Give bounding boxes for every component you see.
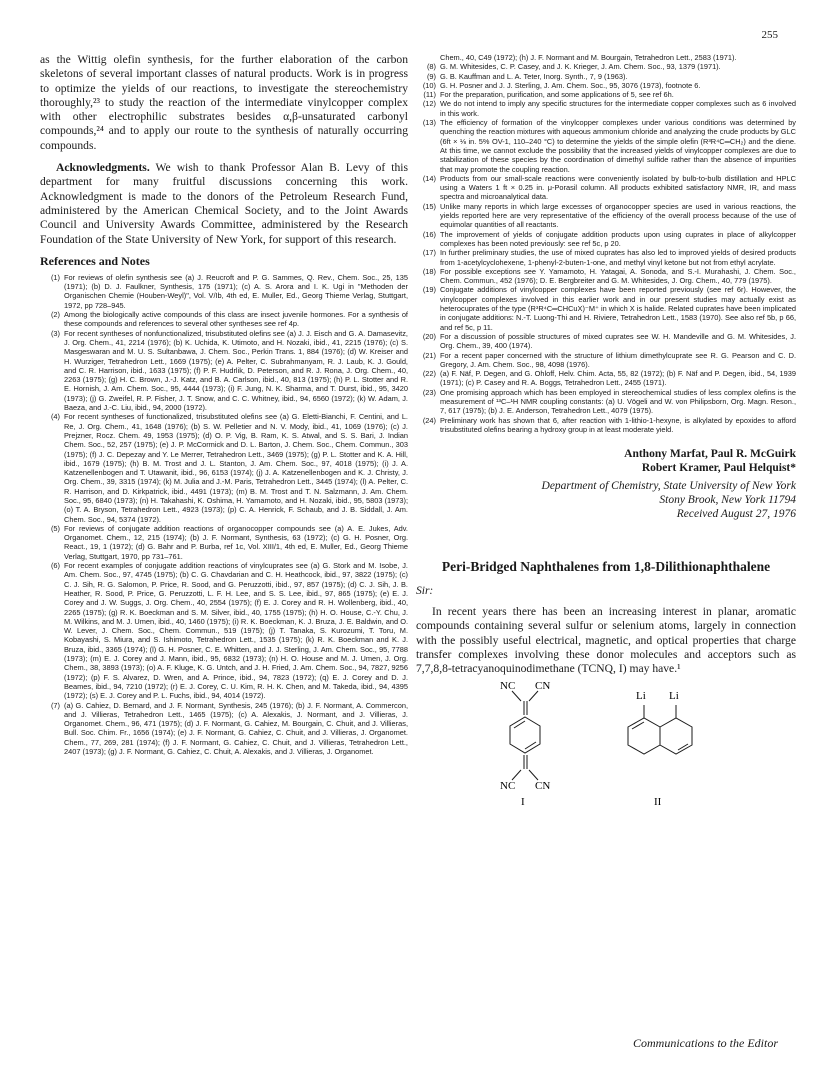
reference-item [416,99,796,118]
body-text [40,53,408,247]
reference-item [416,388,796,416]
reference-item [40,412,408,524]
reference-text: (a) F. Näf, P. Degen, and G. Ohloff, Helv. Chim. Acta, 55, 82 (1972); (b) F. Näf and P. Degen, ibid., 54, 1939 (1971); (c) P. Casey and R. A. Boggs, Tetrahedron Lett., 2455 (1971). [440,369,796,388]
reference-item [416,230,796,249]
article-title: Peri-Bridged Naphthalenes from 1,8-Dilithionaphthalene [441,559,771,575]
reference-text: For recent syntheses of functionalized, trisubstituted olefins see (a) G. Eletti-Bianchi, F. Centini, and L. Re, J. Org. Chem., 41, 1648 (1976); (b) S. W. Pelletier and N. V. Mody, ibid., 41, 1069 (1976); (c) J. Prejzner, Rocz. Chem. 49, 1953 (1975); (d) O. P. Vig, B. Ram, K. S. Atwal, and S. S. Bari, J. Indian Chem. Soc., 52, 257 (1975); (e) J. P. McCormick and D. L. Barton, J. Chem. Soc., Chem. Commun., 303 (1975); (f) J. C. Depezay and Y. Le Merrer, Tetrahedron Lett., 3469 (1975); (g) P. L. Stotter and K. A. Hill, ibid., 1679 (1975); (h) B. M. Trost and J. L. Stanton, J. Am. Chem. Soc., 97, 4018 (1975); (i) J. A. Katzenellenbogen and T. Utawanit, ibid., 96, 6153 (1974); (j) J. A. Katzenellenbogen and K. J. Christy, J. Org. Chem., 39, 3315 (1974); (k) M. Julia and J.-M. Paris, Tetrahedron Lett., 3445 (1974); (l) A. Pelter, C. R. Harrison, and D. Kirkpatrick, ibid., 4491 (1973); (m) B. M. Trost and T. N. Salzmann, J. Am. Chem. Soc., 95, 6840 (1973); (n) H. Takahashi, K. Oshima, H. Yamamoto, and H. Nozaki, ibid., 95, 5803 (1973); (o) T. A. Bryson, Tetrahedron Lett., 4923 (1973); (p) C. A. Henrick, F. Schaub, and J. B. Siddall, J. Am. Chem. Soc., 94, 5374 (1972). [64,412,408,524]
reference-text: For a recent paper concerned with the structure of lithium dimethylcuprate see R. G. Pearson and C. D. Gregory, J. Am. Chem. Soc., 98, 4098 (1976). [440,350,796,369]
reference-text: For the preparation, purification, and some applications of 5, see ref 6h. [440,90,674,100]
author-line: Robert Kramer, Paul Helquist* [641,461,796,474]
reference-number: (18) [422,266,436,276]
reference-list [416,53,796,434]
reference-number: (10) [422,80,436,90]
ack-text: We wish to thank Professor Alan B. Levy of this department for many fruitful discussions concerning this work. Acknowledgment is made to the donors of the Petroleum Research Fund, administered by the American Chemical Society, and to the Joint Awards Council and University Awards Committee, administered by the Research Foundation of the State University of New York, for support of this research. [40,161,408,246]
acknowledgments [40,161,408,247]
reference-text: We do not intend to imply any specific structures for the intermediate copper complexes such as 6 involved in this work. [440,99,796,118]
page-number: 255 [761,29,778,41]
reference-item [40,329,408,413]
chemical-structures [416,677,796,807]
reference-text: For possible exceptions see Y. Yamamoto, H. Yatagai, A. Sonoda, and S.-I. Murahashi, J. Chem. Soc., Chem. Commun., 452 (1976); D. E. Bergbreiter and G. M. Whitesides, J. Org. Chem., 40, 779 (1975). [440,266,796,286]
reference-text: One promising approach which has been employed in stereochemical studies of less complex olefins is the measurement of ¹³C–¹H NMR coupling constants: (a) U. Vögeli and W. von Philipsborn, Org. Magn. Reson., 7, 617 (1975); (b) J. E. Anderson, Tetrahedron Lett., 4079 (1975). [440,387,796,416]
reference-text: For recent syntheses of nonfunctionalized, trisubstituted olefins see (a) J. J. Eisch and G. A. Damasevitz, J. Org. Chem., 41, 2214 (1976); (b) K. Uchida, K. Utimoto, and H. Nozaki, ibid., 41, 2215 (1976); (c) S. Masgeswaran and M. U. S. Sultanbawa, J. Chem. Soc., Perkin Trans. 1, 884 (1976); (d) W. Kreiser and H. Wurziger, Tetrahedron Lett., 1669 (1975); (e) A. Pelter, C. Subrahmanyam, R. J. Laub, K. J. Gould, and C. R. Harrison, ibid., 1633 (1975); (f) P. F. Hudrlik, D. Peterson, and R. J. Rona, J. Org. Chem., 40, 2263 (1975); (g) H. C. Brown, J.-J. Katz, and B. A. Carlson, ibid., 40, 813 (1975); (h) P. L. Stotter and R. E. Hornish, J. Am. Chem. Soc., 95, 4444 (1973); (i) F. Jung, N. K. Sharma, and T. Durst, ibid., 95, 3420 (1973); (j) G. Zweifel, R. P. Fisher, J. T. Snow, and C. C. Whitney, ibid., 94, 6560 (1972); (k) W. Adam, J. Baeza, and J.-C. Liu, ibid., 94, 2000 (1972). [64,328,408,413]
reference-list [40,273,408,756]
reference-text: For reviews of olefin synthesis see (a) J. Reucroft and P. G. Sammes, Q. Rev., Chem. Soc., 25, 135 (1971); (b) D. J. Faulkner, Synthesis, 175 (1971); (c) A. S. Arora and I. K. Ugi in "Methoden der Organischen Chemie (Houben-Weyl)", Vol. V/Ib, 4th ed, E. Muller, Ed., Georg Thieme Verlag, Stuttgart, 1972, pp 728–945. [64,272,408,310]
reference-item [416,202,796,230]
structure-label: I [521,795,525,807]
reference-text: The efficiency of formation of the vinylcopper complexes under various conditions was determined by quenching the reaction mixtures with aqueous ammonium chloride and analyzing the crude products by GLC (6ft × ⅛ in. 5% OV-1, 110–240 °C) to determine the yields of the simple olefin (R³R⁴C═CH₂) and the diene. At this time, we cannot exclude the possibility that the increased yields of vinylcopper complexes are due to stabilization of these species by the coordination of dimethyl sulfide rather than the absence of impurities that may promote the coupling reaction. [440,118,796,174]
reference-number: (22) [422,369,436,379]
reference-text: In further preliminary studies, the use of mixed cuprates has also led to improved yields of desired products from 1-acetylcyclohexene, 1-phenyl-2-buten-1-one, and methyl vinyl ketone but not from ethyl acrylate. [440,248,796,267]
ack-heading: Acknowledgments. [56,161,150,175]
reference-number: (7) [50,700,60,710]
reference-number: (15) [422,201,436,211]
reference-item [40,273,408,310]
authors [416,448,796,475]
reference-text: For recent examples of conjugate addition reactions of vinylcuprates see (a) G. Stork and M. Isobe, J. Am. Chem. Soc., 97, 4745 (1975); (b) C. G. Chavdarian and C. H. Heathcock, ibid., 97, 3822 (1975); (c) C. J. Sih, R. G. Salomon, P. Price, R. Sood, and G. Peruzzotti, ibid., 97, 857 (1975); (d) C. J. Sih, J. B. Heather, R. Sood, P. Price, G. Peruzzotti, L. F. H. Lee, and S. S. Lee, ibid., 97, 865 (1975); (e) E. J. Corey and J. W. Suggs, J. Org. Chem., 40, 2554 (1975); (f) E. J. Corey and R. H. Wollenberg, ibid., 40, 2265 (1975); (g) R. K. Boeckman and S. M. Silver, ibid., 40, 1755 (1975); (h) H. O. House, C.-Y. Chu, J. M. Wilkins, and M. J. Umen, ibid., 40, 1460 (1975); (i) R. K. Boeckman, K. J. Bruza, J. E. Baldwin, and O. W. Lever, J. Chem. Soc., Chem. Commun., 519 (1975); (j) T. Tanaka, S. Kurozumi, T. Toru, M. Kobayashi, S. Miura, and S. Ishimoto, Tetrahedron Lett., 1535 (1975); (k) R. K. Boeckman and K. J. Bruza, ibid., 3365 (1974); (l) G. H. Posner, C. E. Whitten, and J. J. Sterling, J. Am. Chem. Soc., 95, 7788 (1973); (m) E. J. Corey and J. Mann, ibid., 95, 6832 (1973); (n) H. O. House and M. J. Umen, J. Org. Chem., 38, 3893 (1973); (o) A. F. Kluge, K. G. Untch, and J. H. Fried, J. Am. Chem. Soc., 94, 7827, 9256 (1972); (p) F. S. Alvarez, D. Wren, and A. Prince, ibid., 94, 7823 (1972); (q) E. J. Corey and D. J. Beames, ibid., 94, 7210 (1972); (r) E. J. Corey, C. U. Kim, R. H. K. Chen, and M. Takeda, ibid., 94, 4395 (1972); (s) E. J. Corey and P. L. Fuchs, ibid., 94, 4014 (1972). [64,561,408,701]
reference-number: (11) [423,90,436,100]
reference-number: (12) [422,99,436,109]
reference-item [416,267,796,286]
structure-label: II [654,795,662,807]
cn-label: CN [535,779,551,792]
reference-item [416,62,796,71]
reference-item [416,81,796,90]
reference-number: (17) [422,248,436,258]
reference-item [40,701,408,757]
reference-item [416,53,796,62]
reference-text: (a) G. Cahiez, D. Bernard, and J. F. Normant, Synthesis, 245 (1976); (b) J. F. Normant, A. Commercon, and J. Villieras, Tetrahedron Lett., 1465 (1975); (c) A. Alexakis, J. Normant, and J. Villieras, J. Organomet. Chem., 96, 471 (1975); (d) J. F. Normant, G. Cahiez, M. Bourgain, C. Chuit, and J. Villieras, Bull. Soc. Chim. Fr., 1656 (1974); (e) J. F. Normant, G. Cahiez, C. Chuit, and J. Villieras, J. Organomet. Chem., 77, 269, 281 (1974); (f) J. F. Normant, G. Cahiez, C. Chuit, and J. Villieras, Tetrahedron Lett., 2407 (1973); (g) J. F. Normant, G. Cahiez, C. Chuit, A. Alexakis, and J. Villieras, J. Organomet. [64,700,408,756]
affiliation-line: Department of Chemistry, State University of New York [541,480,796,493]
intro-paragraph: In recent years there has been an increasing interest in planar, aromatic compounds containing several sulfur or selenium atoms, largely in connection with the possibly useful electrical, magnetic, and optical properties that charge transfer complexes involving these donor molecules and acceptors such as 7,7,8,8-tetracyanoquinodimethane (TCNQ, I) may have.¹ [416,605,796,676]
reference-text: Products from our small-scale reactions were conveniently isolated by bulb-to-bulb distillation and HPLC using a Waters 1 ft × 0.25 in. μ-Porasil column. All products exhibited satisfactory NMR, IR, and mass spectra and microanalytical data. [440,173,796,202]
reference-number: (14) [422,173,436,183]
reference-number: (3) [50,328,60,338]
structure-dilithionaphthalene [628,705,692,754]
reference-number: (21) [422,350,436,360]
reference-item [40,310,408,329]
reference-number: (4) [50,412,60,422]
reference-item [416,416,796,435]
reference-text: Among the biologically active compounds of this class are insect juvenile hormones. For a synthesis of these compounds and references to several other syntheses see ref 4p. [64,310,408,329]
reference-number: (13) [422,118,436,128]
nc-label: NC [500,679,516,692]
reference-text: Conjugate additions of vinylcopper complexes have been reported previously (see ref 6r). However, the vinylcopper complexes involved in this earlier work and in our present studies may actually exist as heterocuprates of the type (R³R⁴C═CHCuX)⁻M⁺ in which X is halide. Related cuprates have been implicated in conjugate additions: N.-T. Luong-Thi and H. Riviere, Tetrahedron Lett., 1583 (1970). See also ref 5b, p 66, and ref 5c, p 11. [440,285,796,332]
salutation: Sir: [416,585,434,598]
reference-number: (16) [422,229,436,239]
affiliation-line: Stony Brook, New York 11794 [659,494,796,507]
reference-number [416,53,440,62]
affiliation [416,479,796,521]
reference-item [40,524,408,561]
references-heading: References and Notes [40,253,150,268]
reference-text: Chem., 40, C49 (1972); (h) J. F. Normant and M. Bourgain, Tetrahedron Lett., 2583 (1971). [440,53,737,62]
reference-number: (24) [422,415,436,425]
reference-item [416,118,796,174]
reference-item [416,369,796,388]
reference-text: Unlike many reports in which large excesses of organocopper species are used in various reactions, the yields reported here are very representative of the efficiency of the overall process because of the use of equimolar quantities of all reactants. [440,201,796,230]
reference-number: (8) [426,62,436,72]
reference-text: The improvement of yields of conjugate addition products upon using cuprates in place of alkylcopper complexes has been noted previously: see ref 5c, p 20. [440,229,796,248]
reference-item [416,174,796,202]
section-footer: Communications to the Editor [633,1036,778,1050]
li-label: Li [669,689,679,702]
reference-item [416,72,796,81]
paragraph: as the Wittig olefin synthesis, for the further elaboration of the carbon skeletons of several important classes of natural products. Work is in progress to optimize the yields of our reactions, to investigate the stereochemistry thoroughly,²³ to study the reaction of the intermediate vinylcopper complex with other electrophilic substrates besides α,β-unsaturated carbonyl compounds,²⁴ and to apply our route to the synthesis of naturally occurring compounds. [40,53,408,152]
cn-label: CN [535,679,551,692]
reference-number: (2) [50,310,60,320]
reference-text: For a discussion of possible structures of mixed cuprates see W. H. Mandeville and G. M. Whitesides, J. Org. Chem., 39, 400 (1974). [440,331,796,351]
right-column [416,53,796,807]
reference-text: G. M. Whitesides, C. P. Casey, and J. K. Krieger, J. Am. Chem. Soc., 93, 1379 (1971). [440,62,721,72]
reference-text: Preliminary work has shown that 6, after reaction with 1-lithio-1-hexyne, is alkylated by epoxides to afford trisubstituted olefins bearing a hydroxy group in at least moderate yield. [440,415,796,434]
reference-item [416,351,796,370]
reference-item [416,248,796,267]
reference-number: (1) [50,272,60,282]
received-date: Received August 27, 1976 [676,508,796,521]
left-column [40,53,408,756]
reference-item [416,285,796,331]
li-label: Li [636,689,646,702]
reference-item [416,332,796,351]
reference-number: (23) [422,387,436,397]
reference-number: (6) [50,561,60,571]
reference-number: (9) [426,71,436,81]
reference-text: G. H. Posner and J. J. Sterling, J. Am. Chem. Soc., 95, 3076 (1973), footnote 6. [440,80,701,90]
reference-text: For reviews of conjugate addition reactions of organocopper compounds see (a) A. E. Jukes, Adv. Organomet. Chem., 12, 215 (1974); (b) J. F. Normant, Synthesis, 63 (1972); (c) G. H. Posner, Org. React., 19, 1 (1972); (d) G. Bahr and P. Burba, ref 1c, Vol. XIII/1, 4th ed, E. Muller, Ed., Georg Thieme Verlag, Stuttgart, 1970, pp 731–761. [64,523,408,561]
reference-number: (20) [422,331,436,341]
nc-label: NC [500,779,516,792]
reference-text: G. B. Kauffman and L. A. Teter, Inorg. Synth., 7, 9 (1963). [440,71,628,81]
author-line: Anthony Marfat, Paul R. McGuirk [624,448,796,461]
reference-item [40,561,408,700]
structure-tcnq [510,691,540,780]
reference-item [416,90,796,99]
reference-number: (19) [422,285,436,295]
reference-number: (5) [50,523,60,533]
